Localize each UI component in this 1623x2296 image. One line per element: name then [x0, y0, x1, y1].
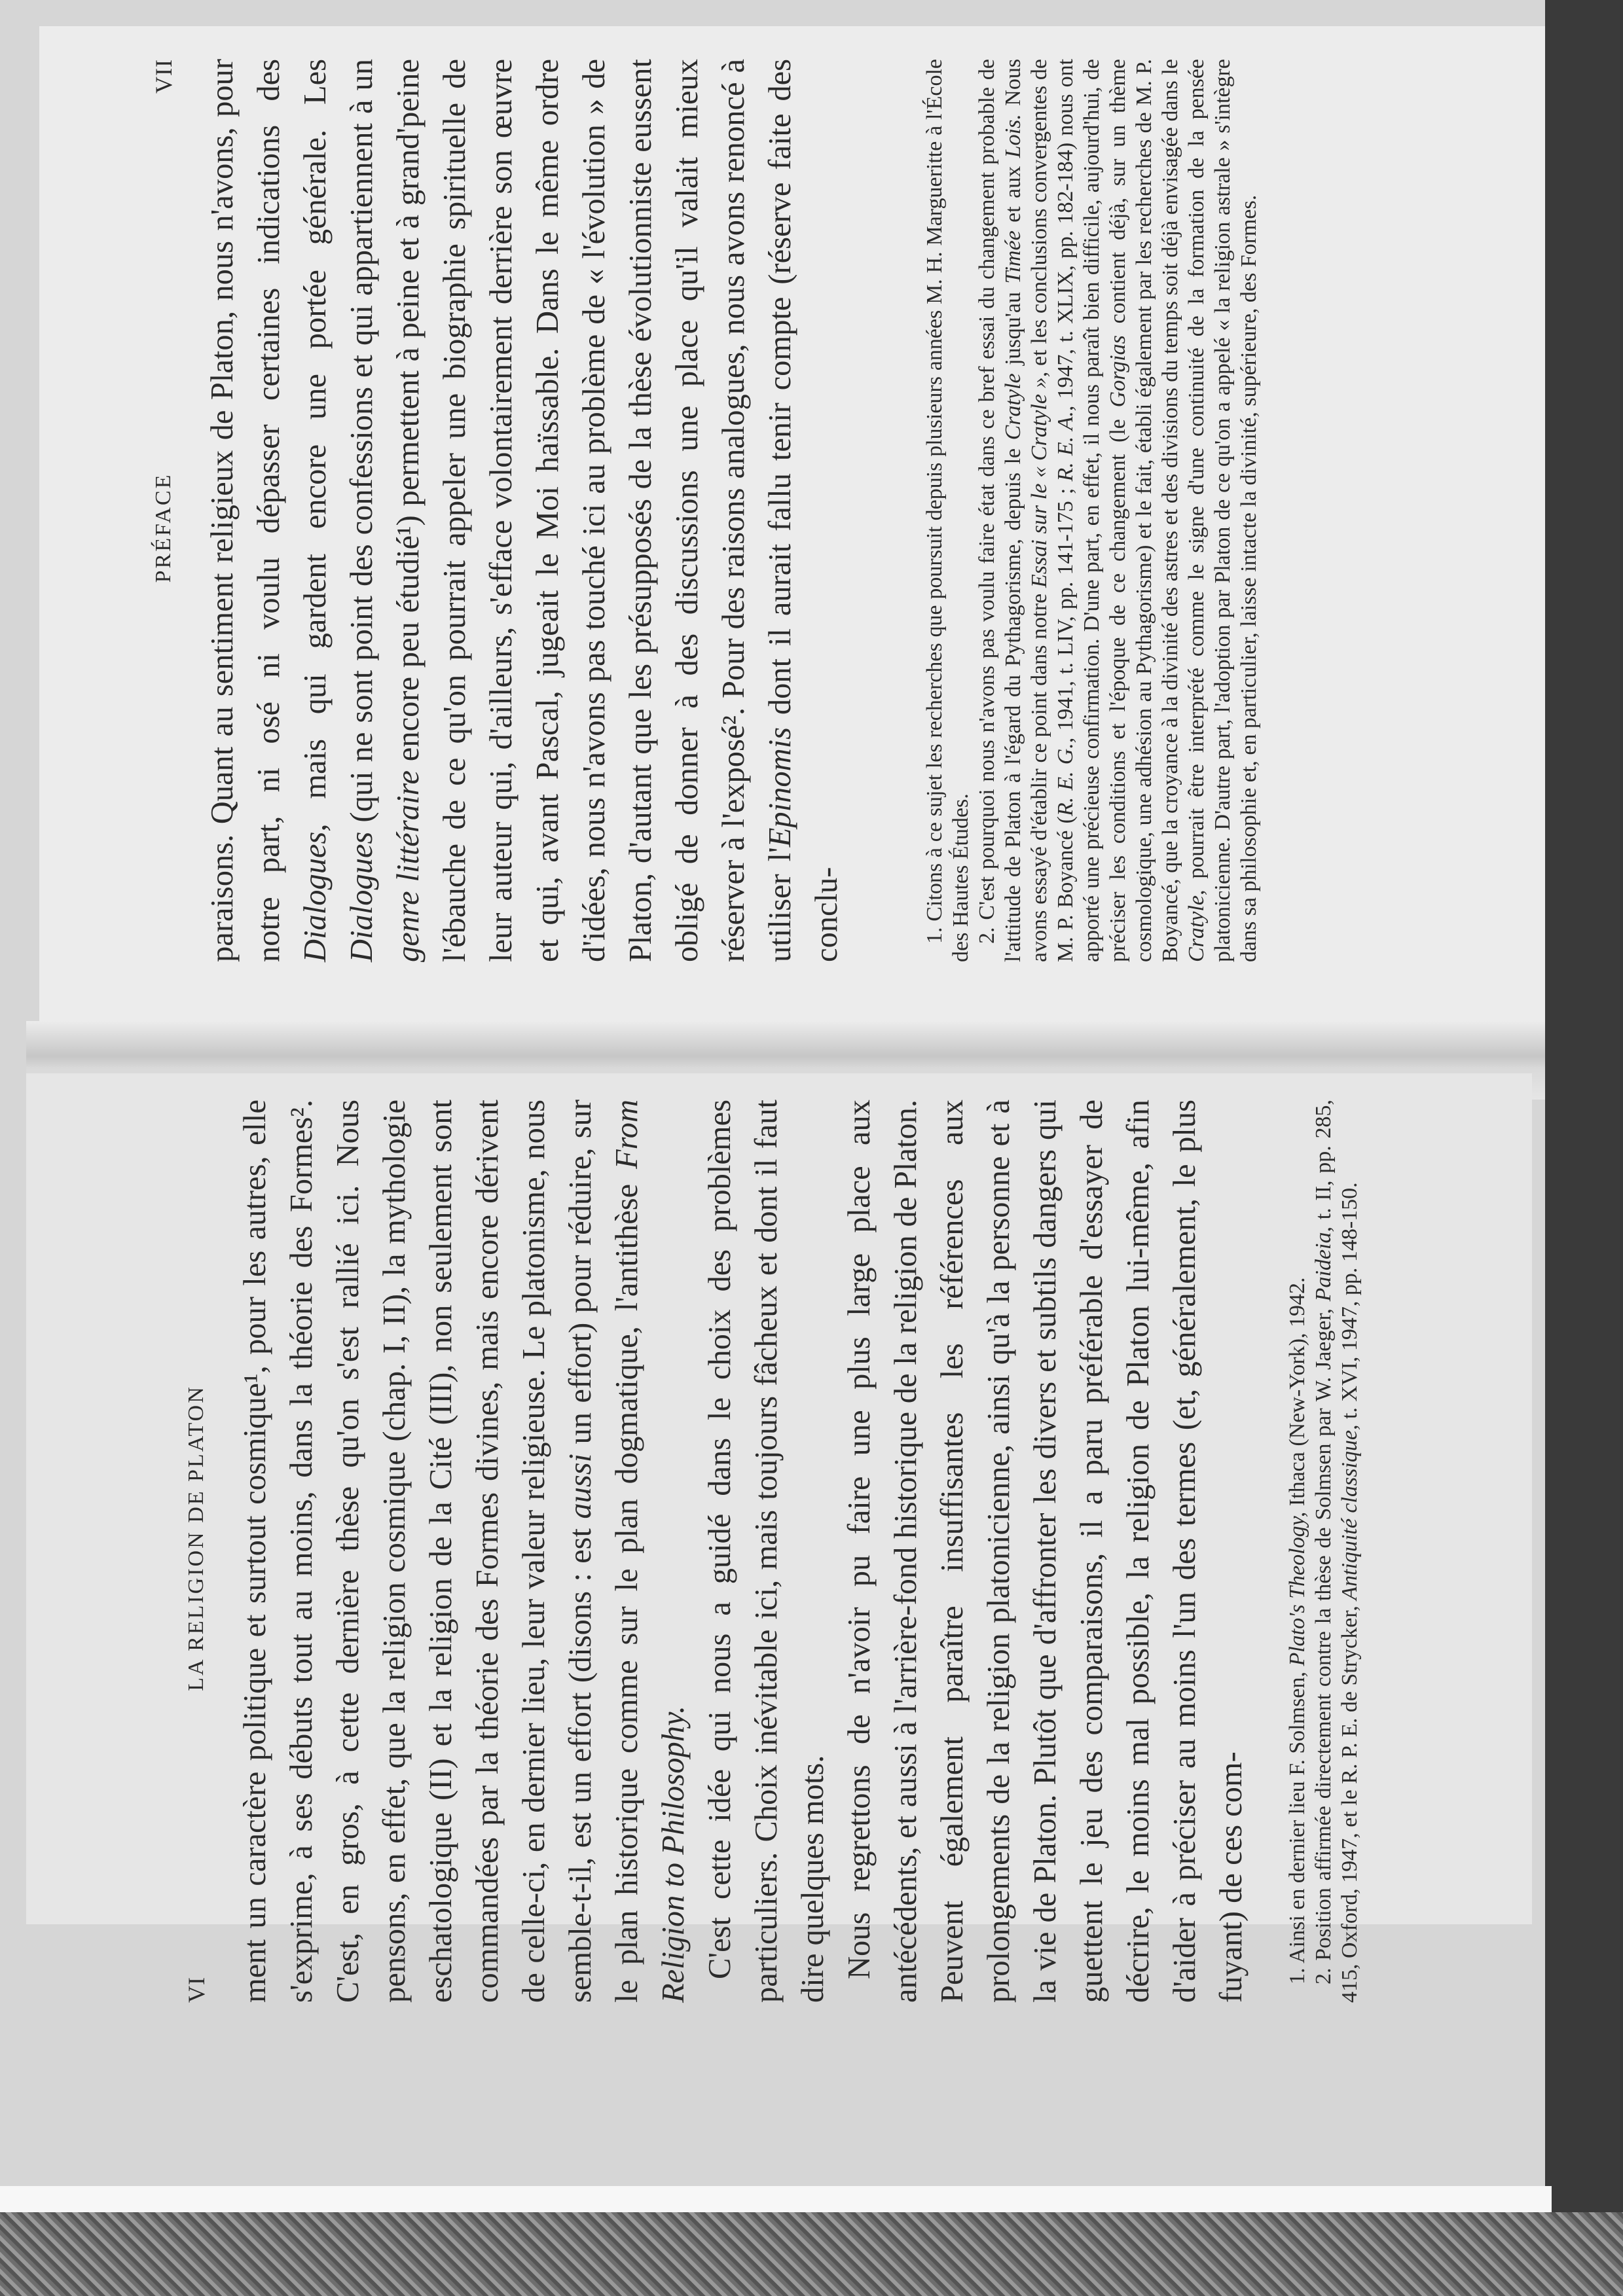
footnote: 1. Citons à ce sujet les recherches que poursuit depuis plusieurs années M. H. Margueritte à l'École des Hautes Études.	[922, 59, 973, 962]
footnote: 1. Ainsi en dernier lieu F. Solmsen, Plato's Theology, Ithaca (New-York), 1942.	[1285, 1277, 1309, 1984]
paragraph: paraisons. Quant au sentiment religieux de Platon, nous n'avons, pour notre part, ni osé ni voulu dépasser certaines indications des Dialogues, mais qui gardent encore une portée générale. Les Dialogues (qui ne sont point des confessions et qui appartiennent à un genre littéraire encore peu étudié¹) permettent à peine et à grand'peine l'ébauche de ce qu'on pourrait appeler une biographie spirituelle de leur auteur qui, d'ailleurs, s'efface volontairement derrière son œuvre et qui, avant Pascal, jugeait le Moi haïssable. Dans le même ordre d'idées, nous n'avons pas touché ici au problème de « l'évolution » de Platon, d'autant que les présupposés de la thèse évolutionniste eussent obligé de donner à des discussions une place qu'il valait mieux réserver à l'exposé². Pour des raisons analogues, nous avons renoncé à utiliser l'Epinomis dont il aurait fallu tenir compte (réserve faite des conclu-	[205, 58, 844, 962]
running-head-title: PRÉFACE	[151, 473, 175, 583]
page-vii-text	[151, 59, 1303, 962]
page-vi-running-head	[183, 1100, 210, 2003]
book-cover-edge	[1545, 0, 1623, 2296]
paragraph: C'est cette idée qui nous a guidé dans le choix des problèmes particuliers. Choix inévitable ici, mais toujours fâcheux et dont il faut dire quelques mots.	[702, 1100, 830, 2003]
page-vi-text	[183, 1099, 1362, 2003]
footnote: 2. C'est pourquoi nous n'avons pas voulu faire état dans ce bref essai du changement probable de l'attitude de Platon à l'égard du Pythagorisme, depuis le Cratyle jusqu'au Timée et aux Lois. Nous avons essayé d'établir ce point dans notre Essai sur le « Cratyle », et les conclusions convergentes de M. P. Boyancé (R. E. G., 1941, t. LIV, pp. 141-175 ; R. E. A., 1947, t. XLIX, pp. 182-184) nous ont apporté une précieuse confirmation. D'une part, en effet, il nous paraît bien difficile, aujourd'hui, de préciser les conditions et l'époque de ce changement (le Gorgias contient déjà, sur un thème cosmologique, une adhésion au Pythagorisme) et le fait, établi également par les recherches de M. P. Boyancé, que la croyance à la divinité des astres et des divisions du temps soit déjà envisagée dans le Cratyle, pourrait être interprété comme le signe d'une continuité de la formation de la pensée platonicienne. D'autre part, l'adoption par Platon de ce qu'on a appelé « la religion astrale » s'intègre dans sa philosophie et, en particulier, laisse intacte la divinité, supérieure, des Formes.	[975, 58, 1261, 962]
paragraph: Nous regrettons de n'avoir pu faire une plus large place aux antécédents, et aussi à l'arrière-fond historique de la religion de Platon. Peuvent également paraître insuffisantes les références aux prolongements de la religion platonicienne, ainsi qu'à la personne et à la vie de Platon. Plutôt que d'affronter les divers et subtils dangers qui guettent le jeu des comparaisons, il a paru préférable d'essayer de décrire, le moins mal possible, la religion de Platon lui-même, afin d'aider à préciser au moins l'un des termes (et, généralement, le plus fuyant) de ces com-	[842, 1100, 1249, 2003]
running-head-title: LA RELIGION DE PLATON	[184, 1385, 208, 1691]
marbled-cover	[0, 2212, 1623, 2296]
page-vii-footnotes	[922, 59, 1262, 962]
paragraph: ment un caractère politique et surtout cosmique¹, pour les autres, elle s'exprime, à ses débuts tout au moins, dans la théorie des Formes². C'est, en gros, à cette dernière thèse qu'on s'est rallié ici. Nous pensons, en effet, que la religion cosmique (chap. I, II), la mythologie eschatologique (II) et la religion de la Cité (III), non seulement sont commandées par la théorie des Formes divines, mais encore dérivent de celle-ci, en dernier lieu, leur valeur religieuse. Le platonisme, nous semble-t-il, est un effort (disons : est aussi un effort) pour réduire, sur le plan historique comme sur le plan dogmatique, l'antithèse From Religion to Philosophy.	[238, 1099, 691, 2003]
footnote: 2. Position affirmée directement contre la thèse de Solmsen par W. Jaeger, Paideia, t. II, pp. 285, 415, Oxford, 1947, et le R. P. E. de Strycker, Antiquité classique, t. XVI, 1947, pp. 148-150.	[1311, 1099, 1362, 2003]
page-vi-body	[232, 1100, 1254, 2003]
page-vi-footnotes	[1285, 1100, 1363, 2003]
page-vii-running-head	[151, 59, 177, 962]
page-vii-body	[199, 59, 850, 962]
page-number: VI	[183, 1977, 210, 2003]
page-number: VII	[151, 59, 177, 94]
